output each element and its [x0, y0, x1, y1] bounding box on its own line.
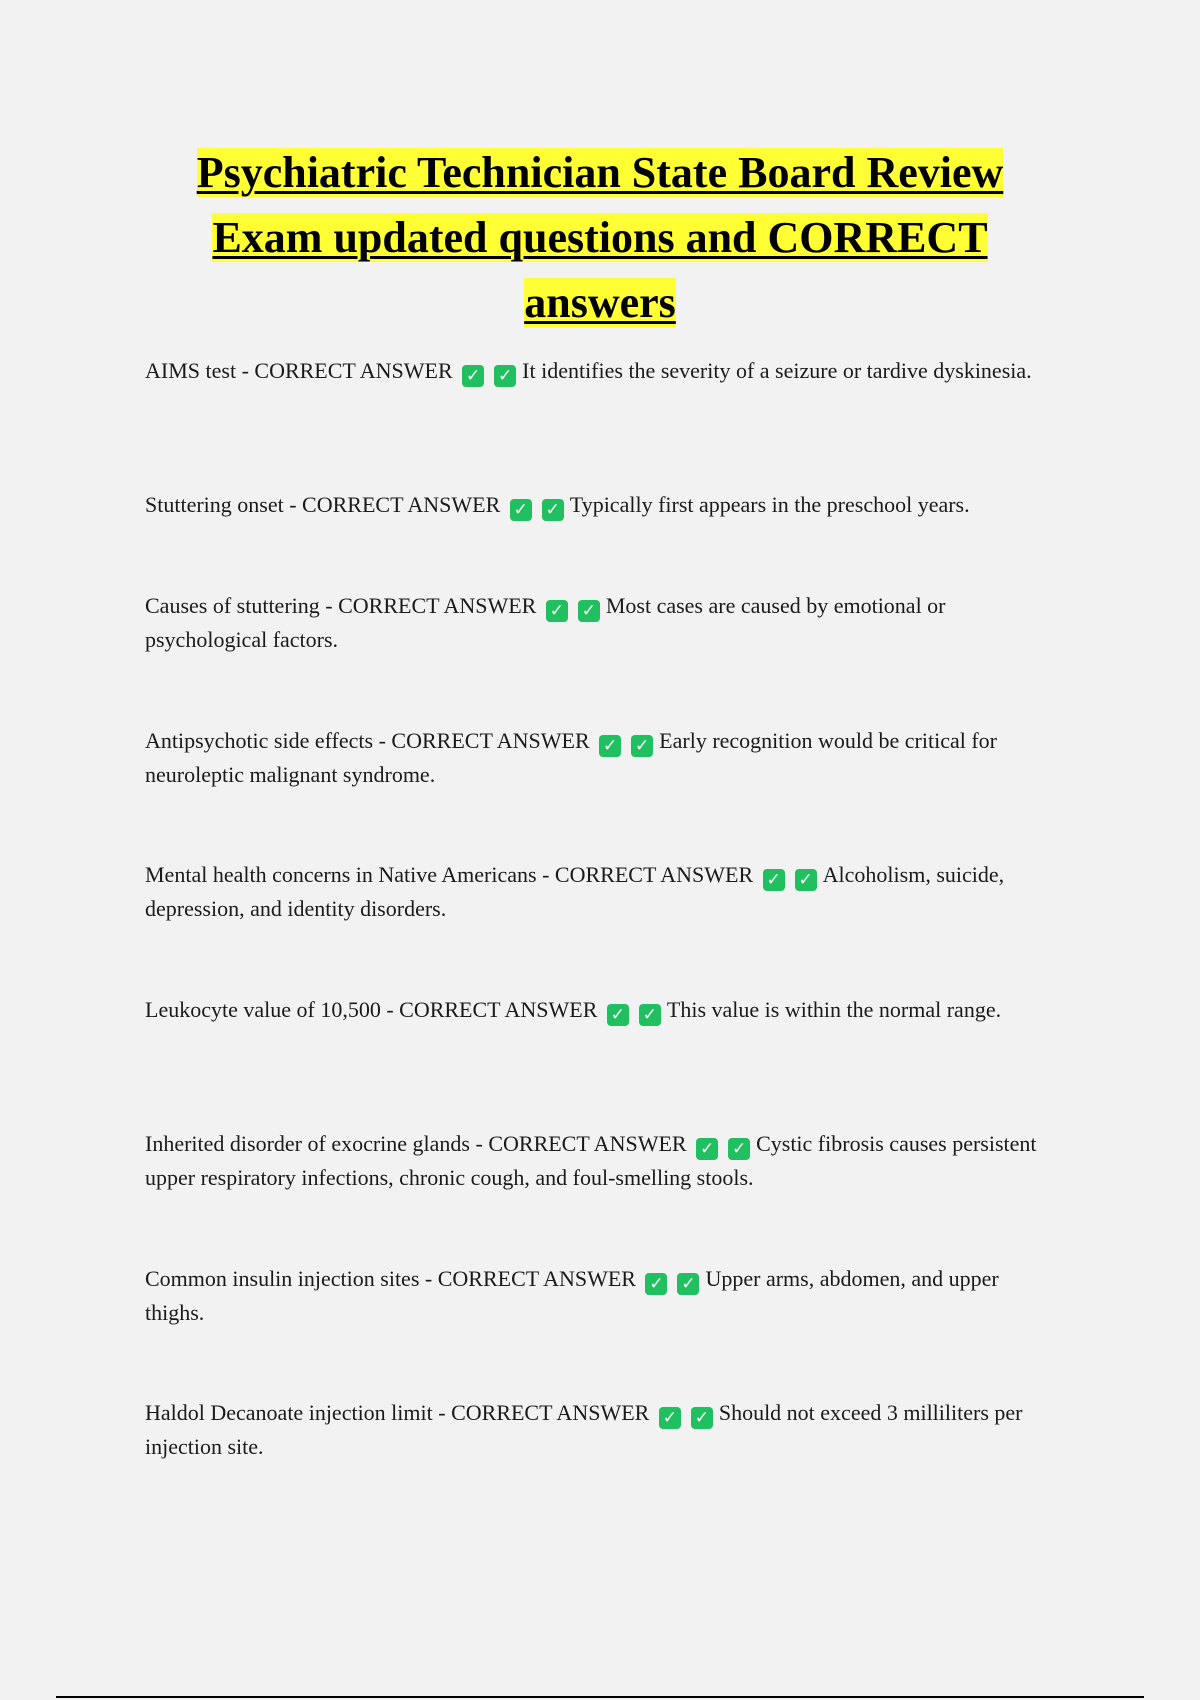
- answer-text: Cystic fibrosis causes persistent upper respiratory infections, chronic cough, and foul-smelling stools.: [145, 1131, 1037, 1190]
- answer-label: CORRECT ANSWER: [302, 492, 501, 517]
- check-mark-icon: ✓: [795, 869, 817, 891]
- answer-text: Should not exceed 3 milliliters per injection site.: [145, 1400, 1023, 1459]
- qa-item: AIMS test - CORRECT ANSWER ✓ ✓ It identifies the severity of a seizure or tardive dyskinesia.: [145, 358, 1032, 386]
- answer-text: Typically first appears in the preschool years.: [569, 492, 970, 517]
- check-mark-icon: ✓: [510, 499, 532, 521]
- answer-text: It identifies the severity of a seizure or tardive dyskinesia.: [522, 358, 1032, 383]
- qa-item: Common insulin injection sites - CORRECT ANSWER ✓ ✓ Upper arms, abdomen, and upper thighs.: [145, 1266, 999, 1325]
- check-mark-icon: ✓: [659, 1407, 681, 1429]
- question-text: Haldol Decanoate injection limit: [145, 1400, 433, 1425]
- answer-label: CORRECT ANSWER: [391, 728, 590, 753]
- answer-text: This value is within the normal range.: [666, 997, 1002, 1022]
- check-mark-icon: ✓: [462, 365, 484, 387]
- check-mark-icon: ✓: [546, 600, 568, 622]
- check-mark-icon: ✓: [677, 1273, 699, 1295]
- check-mark-icon: ✓: [728, 1138, 750, 1160]
- question-text: Antipsychotic side effects: [145, 728, 374, 753]
- answer-label: CORRECT ANSWER: [254, 358, 453, 383]
- check-mark-icon: ✓: [494, 365, 516, 387]
- qa-item: Mental health concerns in Native Americans - CORRECT ANSWER ✓ ✓ Alcoholism, suicide, depression, and identity disorders.: [145, 862, 1005, 921]
- question-text: AIMS test: [145, 358, 237, 383]
- question-text: Common insulin injection sites: [145, 1266, 420, 1291]
- check-mark-icon: ✓: [696, 1138, 718, 1160]
- question-text: Inherited disorder of exocrine glands: [145, 1131, 470, 1156]
- check-mark-icon: ✓: [639, 1004, 661, 1026]
- check-mark-icon: ✓: [645, 1273, 667, 1295]
- answer-label: CORRECT ANSWER: [554, 862, 754, 887]
- question-text: Leukocyte value of 10,500: [145, 997, 381, 1022]
- check-mark-icon: ✓: [578, 600, 600, 622]
- answer-label: CORRECT ANSWER: [437, 1266, 636, 1291]
- check-mark-icon: ✓: [763, 869, 785, 891]
- check-mark-icon: ✓: [542, 499, 564, 521]
- question-text: Causes of stuttering: [145, 593, 320, 618]
- answer-text: Early recognition would be critical for neuroleptic malignant syndrome.: [145, 728, 997, 787]
- answer-label: CORRECT ANSWER: [338, 593, 537, 618]
- answer-label: CORRECT ANSWER: [451, 1400, 650, 1425]
- qa-item: Stuttering onset - CORRECT ANSWER ✓ ✓ Typically first appears in the preschool years.: [145, 492, 970, 520]
- question-text: Stuttering onset: [145, 492, 284, 517]
- answer-label: CORRECT ANSWER: [488, 1131, 687, 1156]
- qa-item: Antipsychotic side effects - CORRECT ANSWER ✓ ✓ Early recognition would be critical for neuroleptic malignant syndrome.: [145, 728, 997, 787]
- check-mark-icon: ✓: [631, 735, 653, 757]
- qa-item: Leukocyte value of 10,500 - CORRECT ANSWER ✓ ✓ This value is within the normal range.: [145, 997, 1002, 1025]
- check-mark-icon: ✓: [599, 735, 621, 757]
- answer-text: Most cases are caused by emotional or psychological factors.: [145, 593, 946, 652]
- question-text: Mental health concerns in Native Americans: [145, 862, 537, 887]
- answer-text: Alcoholism, suicide, depression, and identity disorders.: [145, 862, 1005, 921]
- page-title-text: Psychiatric Technician State Board Review Exam updated questions and CORRECT answers: [196, 148, 1004, 327]
- answer-label: CORRECT ANSWER: [399, 997, 598, 1022]
- answer-text: Upper arms, abdomen, and upper thighs.: [145, 1266, 999, 1325]
- qa-item: Inherited disorder of exocrine glands - CORRECT ANSWER ✓ ✓ Cystic fibrosis causes persistent upper respiratory infections, chronic cough, and foul-smelling stools.: [145, 1131, 1037, 1190]
- page-title: [140, 140, 1060, 335]
- qa-item: Causes of stuttering - CORRECT ANSWER ✓ ✓ Most cases are caused by emotional or psychological factors.: [145, 593, 946, 652]
- check-mark-icon: ✓: [607, 1004, 629, 1026]
- check-mark-icon: ✓: [691, 1407, 713, 1429]
- bottom-divider: [56, 1696, 1144, 1698]
- qa-item: Haldol Decanoate injection limit - CORRECT ANSWER ✓ ✓ Should not exceed 3 milliliters per injection site.: [145, 1400, 1023, 1459]
